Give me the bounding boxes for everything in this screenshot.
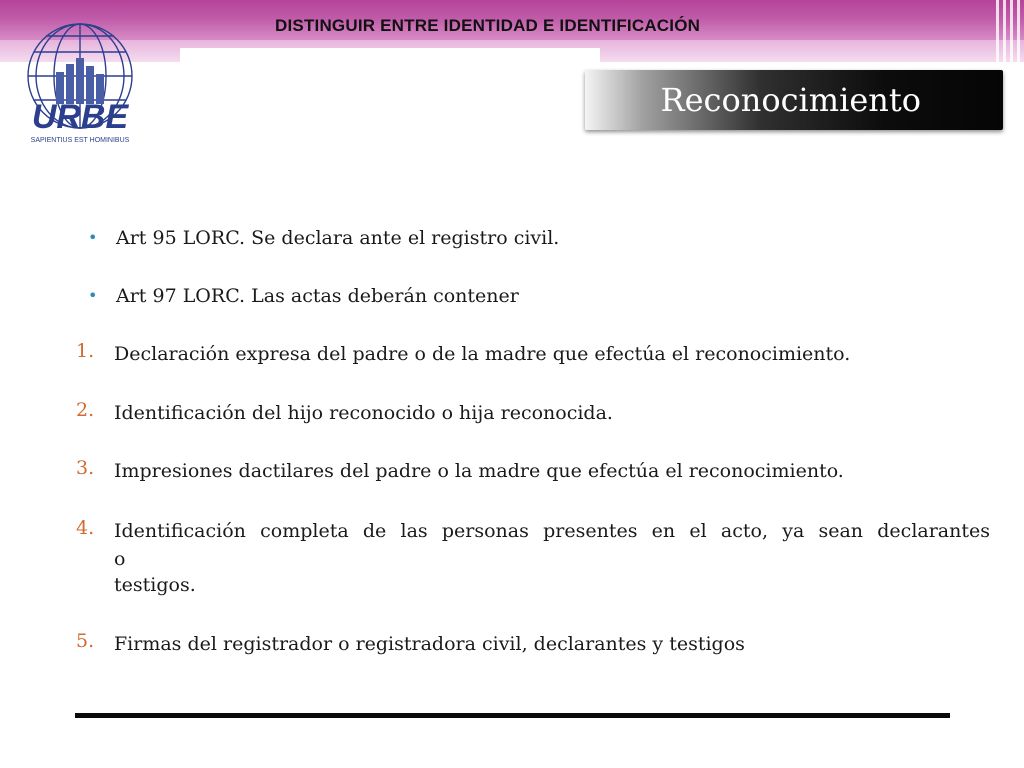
list-item: Identificación completa de las personas presentes en el acto, ya sean declarantes o xyxy=(114,520,990,570)
list-item-continuation: testigos. xyxy=(114,574,196,596)
bullet-dot: • xyxy=(88,228,98,247)
item-number: 4. xyxy=(76,517,95,539)
logo-motto: SAPIENTIUS EST HOMINIBUS xyxy=(30,137,130,144)
header-title: DISTINGUIR ENTRE IDENTIDAD E IDENTIFICACIÓN xyxy=(275,16,701,35)
item-number: 5. xyxy=(76,630,95,652)
footer-rule xyxy=(75,713,950,718)
list-item: Declaración expresa del padre o de la madre que efectúa el reconocimiento. xyxy=(114,343,851,365)
item-number: 3. xyxy=(76,457,95,479)
list-item: Impresiones dactilares del padre o la madre que efectúa el reconocimiento. xyxy=(114,460,844,482)
section-title-box xyxy=(585,70,1003,130)
header-white-band xyxy=(180,48,600,62)
section-title: Reconocimiento xyxy=(660,81,921,119)
list-item: Firmas del registrador o registradora civil, declarantes y testigos xyxy=(114,633,745,655)
item-number: 1. xyxy=(76,340,95,362)
list-item: Identificación del hijo reconocido o hija reconocida. xyxy=(114,402,613,424)
list-item: Art 97 LORC. Las actas deberán contener xyxy=(116,285,519,307)
item-number: 2. xyxy=(76,399,95,421)
header-stripes xyxy=(984,0,1024,68)
logo-wordmark: URBE xyxy=(31,98,129,136)
bullet-dot: • xyxy=(88,286,98,305)
list-item: Art 95 LORC. Se declara ante el registro civil. xyxy=(116,227,560,249)
urbe-logo xyxy=(22,18,142,148)
